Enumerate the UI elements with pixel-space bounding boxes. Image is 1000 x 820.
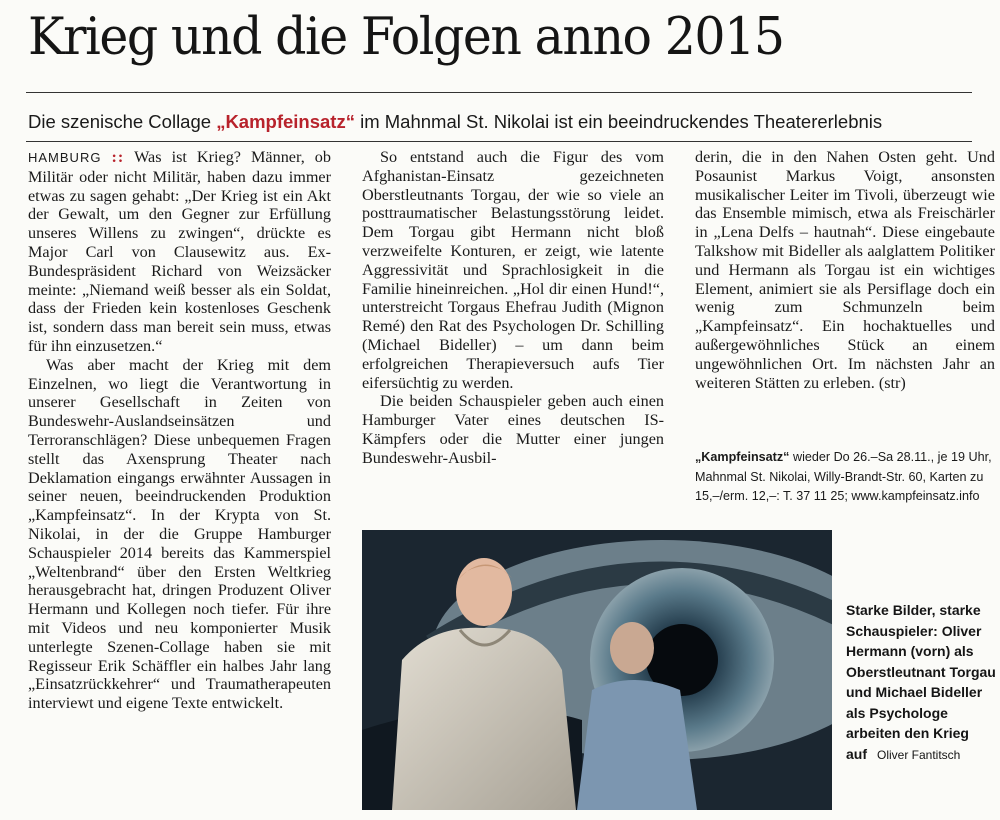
subhead-rule	[26, 141, 972, 142]
article-column-1	[28, 148, 331, 808]
paragraph-2: Was aber macht der Krieg mit dem Einzelnen, wo liegt die Verantwortung in unserer Gesellschaft in Zeiten von Bundeswehr-Auslandseinsätzen und Terroranschlägen? Diese unbequemen Fragen stellt das Axensprung Theater nach Deklamation eingangs erwähnter Aussagen in seiner neuen, beeindruckenden Produktion „Kampfeinsatz“. In der Krypta von St. Nikolai, in der die Gruppe Hamburger Schauspieler 2014 bereits das Kammerspiel „Weltenbrand“ über den Ersten Weltkrieg herausgebracht hat, dringen Produzent Oliver Hermann und Kollegen noch tiefer. Für ihre mit Videos und neu komponierter Musik unterlegte Szenen-Collage haben sie mit Regisseur Erik Schäffler ein halbes Jahr lang „Einsatzrückkehrer“ und Traumatherapeuten interviewt und eigene Texte entwickelt.	[28, 355, 331, 713]
paragraph-1	[28, 148, 331, 356]
dateline-marker: ::	[111, 148, 125, 166]
subhead-highlight: „Kampfeinsatz“	[216, 111, 355, 132]
paragraph-4: Die beiden Schauspieler geben auch einen Hamburger Vater eines deutschen IS-Kämpfers oder die Mutter einer jungen Bundeswehr-Ausbil-	[362, 392, 664, 467]
headline-rule	[26, 92, 972, 93]
caption-text: Starke Bilder, starke Schauspieler: Oliver Hermann (vorn) als Oberstleutnant Torgau und Michael Bideller als Psychologe arbeiten den Krieg auf	[846, 602, 996, 762]
subhead-pre: Die szenische Collage	[28, 111, 217, 132]
article-column-3	[695, 148, 995, 438]
article-column-2	[362, 148, 664, 508]
photo-credit: Oliver Fantitsch	[877, 747, 961, 762]
event-info-box	[695, 448, 995, 507]
dateline: HAMBURG	[28, 150, 102, 165]
subheadline	[28, 110, 988, 134]
headline: Krieg und die Folgen anno 2015	[28, 8, 784, 67]
event-details: wieder Do 26.–Sa 28.11., je 19 Uhr, Mahnmal St. Nikolai, Willy-Brandt-Str. 60, Karten zu 15,–/erm. 12,–: T. 37 11 25; www.kampfeinsatz.info	[695, 450, 992, 503]
subhead-post: im Mahnmal St. Nikolai ist ein beeindruckendes Theatererlebnis	[354, 111, 883, 132]
paragraph-1-text: Was ist Krieg? Männer, ob Militär oder nicht Militär, haben dazu immer etwas zu sagen gehabt: „Der Krieg ist ein Akt der Gewalt, um den Gegner zur Erfüllung unseres Willens zu zwingen“, drückte es Major Carl von Clausewitz aus. Ex-Bundespräsident Richard von Weizsäcker meinte: „Niemand weiß besser als ein Soldat, dass der Frieden kein kostenloses Geschenk ist, sondern dass man bereit sein muss, etwas für ihn einzusetzen.“	[28, 148, 331, 355]
stage-photo-illustration	[362, 530, 832, 810]
event-title: „Kampfeinsatz“	[695, 450, 790, 464]
photo-caption	[846, 600, 1000, 765]
stage-photo	[362, 530, 832, 810]
paragraph-4-continued: derin, die in den Nahen Osten geht. Und Posaunist Markus Voigt, ansonsten musikalischer Leiter im Tivoli, überzeugt wie das Ensemble mimisch, etwa als Freischärler in „Lena Delfs – hautnah“. Diese eingebaute Talkshow mit Bideller als aalglattem Politiker und Hermann als Torgau ist ein wichtiges Element, animiert sie als Persiflage doch ein wenig zum Schmunzeln beim „Kampfeinsatz“. Ein hochaktuelles und außergewöhnliches Stück an einem ungewöhnlichen Ort. Im nächsten Jahr an weiteren Stätten zu erleben. (str)	[695, 148, 995, 392]
paragraph-3: So entstand auch die Figur des vom Afghanistan-Einsatz gezeichneten Oberstleutnants Torgau, der wie so viele an posttraumatischer Belastungsstörung leidet. Dem Torgau gibt Hermann nicht bloß verzweifelte Konturen, er zeigt, wie latente Aggressivität und Sprachlosigkeit in die Familie hineinreichen. „Hol dir einen Hund!“, unterstreicht Torgaus Ehefrau Judith (Mignon Remé) den Rat des Psychologen Dr. Schilling (Michael Bideller) – um dann beim erfolgreichen Therapieversuch aufs Tier eifersüchtig zu werden.	[362, 148, 664, 392]
